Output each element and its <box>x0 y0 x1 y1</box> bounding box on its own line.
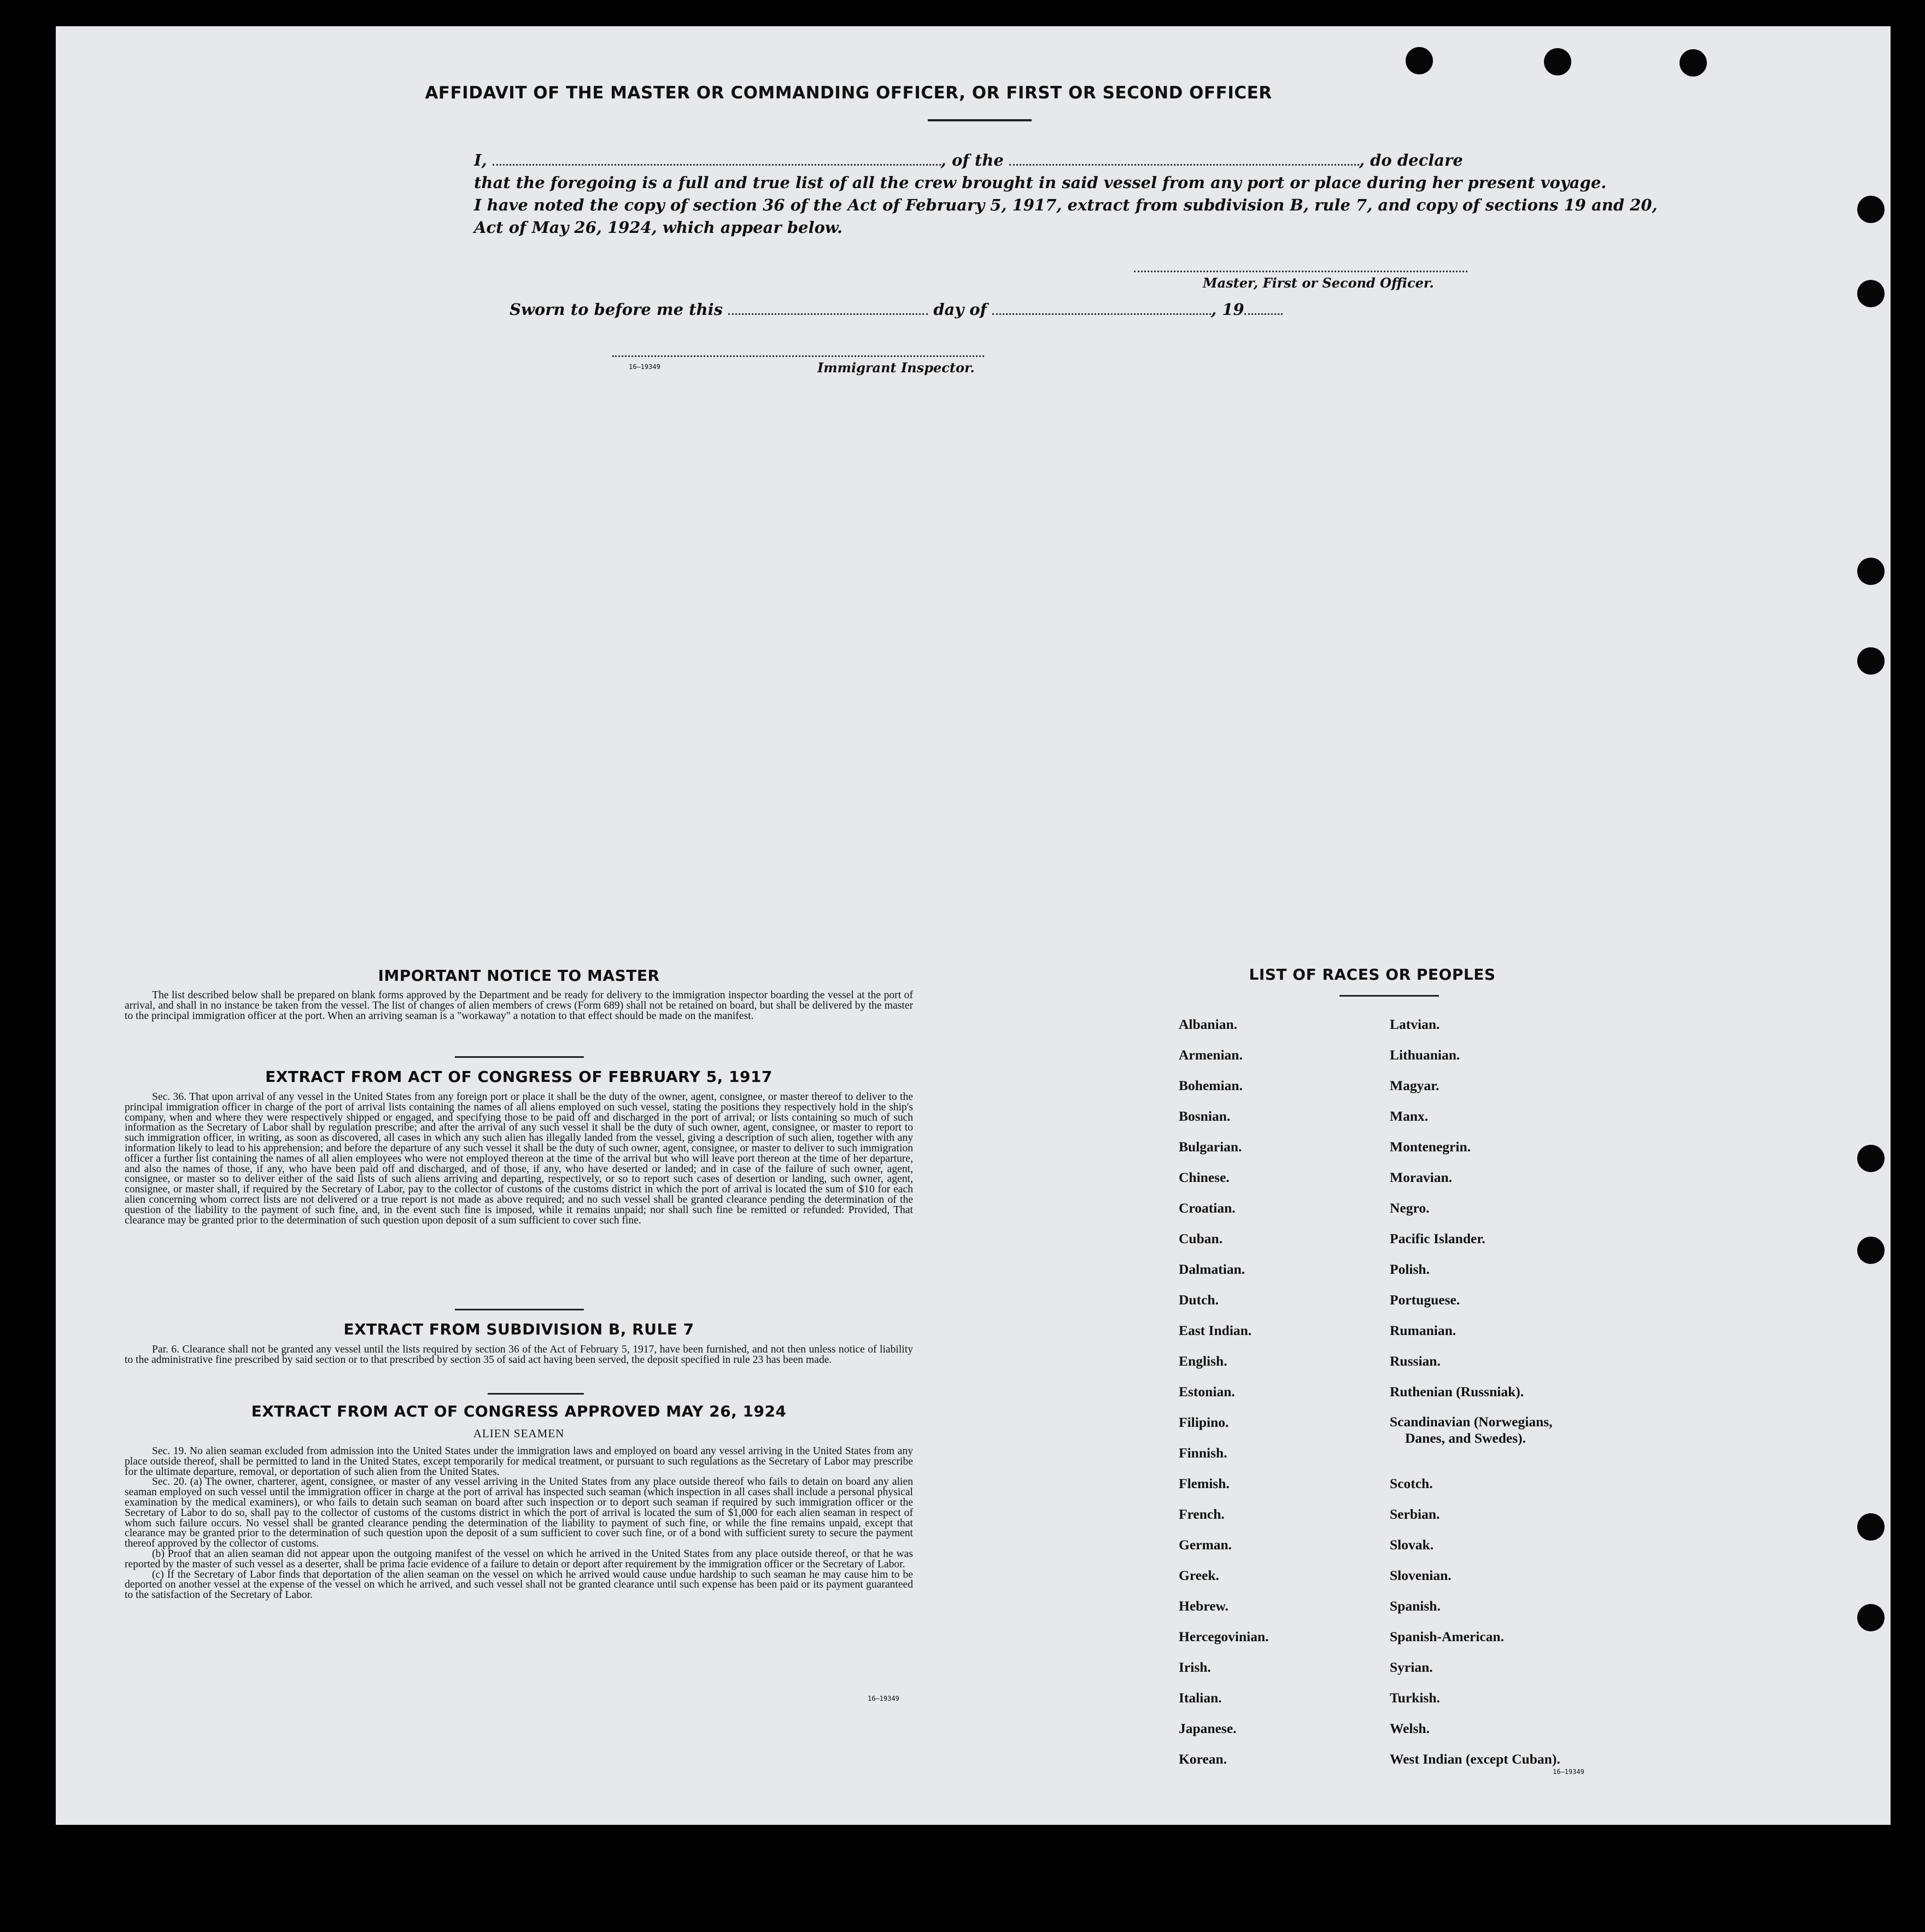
year-blank[interactable] <box>1244 313 1283 315</box>
form-number: 16—19349 <box>1553 1768 1584 1776</box>
race-item: Hercegovinian. <box>1179 1629 1269 1644</box>
race-item: Welsh. <box>1390 1720 1430 1736</box>
extract-1924-text <box>125 1447 913 1601</box>
affidavit-line-3: I have noted the copy of section 36 of the Act of February 5, 1917, extract from subdivision B, rule 7, and copy of sections 19 and 20, <box>474 196 1658 214</box>
form-number: 16—19349 <box>868 1695 899 1702</box>
races-rule <box>1339 995 1439 997</box>
race-item: Hebrew. <box>1179 1598 1228 1614</box>
document-page <box>56 26 1891 1825</box>
race-item: German. <box>1179 1537 1232 1553</box>
section-rule <box>488 1393 584 1395</box>
race-item: Greek. <box>1179 1567 1219 1583</box>
race-item: Turkish. <box>1390 1690 1440 1706</box>
punch-hole <box>1406 47 1433 74</box>
punch-hole <box>1857 196 1885 223</box>
race-item: Bohemian. <box>1179 1078 1243 1093</box>
race-item: Portuguese. <box>1390 1292 1460 1308</box>
rule-7-text <box>125 1345 913 1366</box>
race-item: Dalmatian. <box>1179 1261 1245 1277</box>
race-item: Scotch. <box>1390 1476 1433 1491</box>
race-item: Polish. <box>1390 1261 1430 1277</box>
punch-hole <box>1680 49 1707 77</box>
race-item: Montenegrin. <box>1390 1139 1471 1155</box>
title-rule <box>928 119 1032 121</box>
inspector-blank[interactable] <box>612 355 984 357</box>
race-item: Spanish. <box>1390 1598 1441 1614</box>
race-item: Manx. <box>1390 1108 1429 1124</box>
extract-1917-text <box>125 1092 913 1226</box>
race-item: Italian. <box>1179 1690 1222 1706</box>
race-item: Slovenian. <box>1390 1567 1452 1583</box>
race-item: Flemish. <box>1179 1476 1230 1491</box>
race-item: Finnish. <box>1179 1445 1227 1461</box>
race-item: Latvian. <box>1390 1016 1440 1032</box>
rule-7-paragraph: Par. 6. Clearance shall not be granted any vessel until the lists required by section 36 of the Act of February 5, 1917, have been furnished, and not then unless notice of liability to the administrative fine prescribed by said section or to that prescribed by section 35 of said act having been served, the deposit specified in rule 23 has been made. <box>125 1344 913 1366</box>
affidavit-line-1 <box>474 149 1463 172</box>
notice-title: IMPORTANT NOTICE TO MASTER <box>378 967 660 985</box>
race-item: Serbian. <box>1390 1506 1440 1522</box>
section-rule <box>455 1309 584 1310</box>
race-item: Irish. <box>1179 1659 1211 1675</box>
race-item: Armenian. <box>1179 1047 1243 1063</box>
punch-hole <box>1857 1237 1885 1264</box>
race-item: Bulgarian. <box>1179 1139 1242 1155</box>
inspector-label: Immigrant Inspector. <box>817 360 975 376</box>
notice-text <box>125 991 913 1021</box>
race-item: Dutch. <box>1179 1292 1219 1308</box>
alien-seamen-subtitle: ALIEN SEAMEN <box>473 1427 565 1440</box>
punch-hole <box>1857 280 1885 307</box>
races-column-2 <box>1390 1009 1560 1775</box>
day-of-text: day of <box>933 300 987 319</box>
punch-hole <box>1857 558 1885 585</box>
race-item: Rumanian. <box>1390 1322 1456 1338</box>
race-item-line: Scandinavian (Norwegians, <box>1390 1414 1553 1430</box>
affidavit-do-declare: , do declare <box>1359 151 1463 169</box>
vessel-blank[interactable] <box>1009 164 1359 166</box>
punch-hole <box>1857 1604 1885 1631</box>
sworn-text: Sworn to before me this <box>510 300 723 319</box>
race-item: East Indian. <box>1179 1322 1252 1338</box>
race-item: Russian. <box>1390 1353 1441 1369</box>
sworn-line <box>510 298 1283 321</box>
race-item: Slovak. <box>1390 1537 1434 1553</box>
signature-label: Master, First or Second Officer. <box>1203 275 1434 291</box>
day-blank[interactable] <box>728 313 928 315</box>
section-20c-paragraph: (c) If the Secretary of Labor finds that deportation of the alien seaman on the vessel on which he arrived would cause undue hardship to such seaman he may cause him to be deported on another vessel at the expense of the vessel on which he arrived, and such vessel shall not be granted clearance until such expense has been paid or its payment guaranteed to the satisfaction of the Secretary of Labor. <box>125 1568 913 1601</box>
race-item: Ruthenian (Russniak). <box>1390 1384 1524 1400</box>
race-item: Japanese. <box>1179 1720 1237 1736</box>
punch-hole <box>1857 1145 1885 1172</box>
race-item: Lithuanian. <box>1390 1047 1460 1063</box>
punch-hole <box>1857 647 1885 675</box>
race-item: Negro. <box>1390 1200 1430 1216</box>
extract-1924-title: EXTRACT FROM ACT OF CONGRESS APPROVED MAY 26, 1924 <box>251 1402 787 1420</box>
affidavit-of-the: , of the <box>940 151 1004 169</box>
race-item: Korean. <box>1179 1751 1227 1767</box>
race-item: Magyar. <box>1390 1078 1440 1093</box>
race-item: Spanish-American. <box>1390 1629 1504 1644</box>
punch-hole <box>1857 1513 1885 1541</box>
race-item: West Indian (except Cuban). <box>1390 1751 1560 1767</box>
affidavit-title: AFFIDAVIT OF THE MASTER OR COMMANDING OFFICER, OR FIRST OR SECOND OFFICER <box>425 83 1272 103</box>
name-blank[interactable] <box>493 164 941 166</box>
affidavit-i: I, <box>474 151 487 169</box>
race-item <box>1390 1407 1560 1468</box>
section-20b-paragraph: (b) Proof that an alien seaman did not appear upon the outgoing manifest of the vessel on which he arrived in the United States from any place outside thereof, or that he was reported by the master of such vessel as a deserter, shall be prima facie evidence of a failure to detain or deport after requirement by the immigration officer or the Secretary of Labor. <box>125 1548 913 1570</box>
section-19-paragraph: Sec. 19. No alien seaman excluded from admission into the United States under the immigration laws and employed on board any vessel arriving in the United States from any place outside thereof, shall be permitted to land in the United States, except temporarily for medical treatment, or pursuant to such regulations as the Secretary of Labor may prescribe for the ultimate departure, removal, or deportation of such alien from the United States. <box>125 1445 913 1478</box>
races-title: LIST OF RACES OR PEOPLES <box>1249 965 1496 983</box>
signature-blank[interactable] <box>1134 271 1467 272</box>
race-item: Filipino. <box>1179 1414 1229 1430</box>
section-rule <box>455 1056 584 1058</box>
race-item: French. <box>1179 1506 1225 1522</box>
race-item: Albanian. <box>1179 1016 1238 1032</box>
notice-paragraph: The list described below shall be prepared on blank forms approved by the Department and be ready for delivery to the immigration inspector boarding the vessel at the port of arrival, and shall in no instance be taken from the vessel. The list of changes of alien members of crews (Form 689) shall not be retained on board, but shall be delivered by the master to the principal immigration officer at the port. When an arriving seaman is a "workaway" a notation to that effect should be made on the manifest. <box>125 990 913 1022</box>
race-item: Syrian. <box>1390 1659 1433 1675</box>
race-item: Croatian. <box>1179 1200 1236 1216</box>
race-item: Chinese. <box>1179 1169 1230 1185</box>
race-item-line: Danes, and Swedes). <box>1405 1430 1526 1446</box>
month-blank[interactable] <box>992 313 1211 315</box>
race-item: Moravian. <box>1390 1169 1453 1185</box>
section-36-paragraph: Sec. 36. That upon arrival of any vessel in the United States from any foreign port or place it shall be the duty of the owner, agent, consignee, or master thereof to deliver to the principal immigration officer in charge of the port of arrival lists containing the names of all aliens employed on such vessel, stating the positions they respectively hold in the ship's company, when and where they were respectively shipped or engaged, and specifying those to be paid off and discharged in the port of arrival; or lists containing so much of such information as the Secretary of Labor shall by regulation prescribe; and after the arrival of any such vessel it shall be the duty of such owner, agent, consignee, or master to report to such immigration officer, in writing, as soon as discovered, all cases in which any such alien has illegally landed from the vessel, giving a description of such alien, together with any information likely to lead to his apprehension; and before the departure of any such vessel it shall be the duty of such owner, agent, consignee, or master to deliver to such immigration officer a further list containing the names of all alien employees who were not employed thereon at the time of the arrival but who will leave port thereon at the time of her departure, and also the names of those, if any, who have been paid off and discharged, and of those, if any, who have deserted or landed; and in case of the failure of such owner, agent, consignee, or master so to deliver either of the said lists of such aliens arriving and departing, respectively, or so to report such cases of desertion or landing, such owner, agent, consignee, or master shall, if required by the Secretary of Labor, pay to the collector of customs of the customs district in which the port of arrival is located the sum of $10 for each alien concerning whom correct lists are not delivered or a true report is not made as above required; and no such vessel shall be granted clearance pending the determination of the question of the liability to the payment of such fine, and, in the event such fine is imposed, while it remains unpaid; nor shall such fine be remitted or refunded: Provided, That clearance may be granted prior to the determination of such question upon deposit of a sum sufficient to cover such fine. <box>125 1091 913 1226</box>
affidavit-line-4: Act of May 26, 1924, which appear below. <box>474 218 842 237</box>
race-item: English. <box>1179 1353 1227 1369</box>
section-20a-paragraph: Sec. 20. (a) The owner, charterer, agent, consignee, or master of any vessel arriving in the United States from any place outside thereof who fails to detain on board any alien seaman employed on such vessel until the immigration officer in charge at the port of arrival has inspected such seaman (which inspection in all cases shall include a personal physical examination by the medical examiners), or who fails to detain such seaman on board after such inspection or to deport such seaman if required by such immigration officer or the Secretary of Labor to do so, shall pay to the collector of customs of the customs district in which the port of arrival is located the sum of $1,000 for each alien seaman in respect of whom such failure occurs. No vessel shall be granted clearance pending the determination of the liability to payment of such fine, or while the fine remains unpaid, except that clearance may be granted prior to the determination of such question upon the deposit of a sum sufficient to cover such fine, or of a bond with sufficient surety to secure the payment thereof approved by the collector of customs. <box>125 1476 913 1550</box>
affidavit-line-2: that the foregoing is a full and true list of all the crew brought in said vessel from any port or place during her present voyage. <box>474 173 1607 192</box>
rule-7-title: EXTRACT FROM SUBDIVISION B, RULE 7 <box>343 1320 694 1338</box>
race-item: Bosnian. <box>1179 1108 1231 1124</box>
form-number: 16—19349 <box>629 363 660 371</box>
year-prefix: , 19 <box>1211 300 1244 319</box>
extract-1917-title: EXTRACT FROM ACT OF CONGRESS OF FEBRUARY 5, 1917 <box>265 1068 773 1086</box>
race-item: Estonian. <box>1179 1384 1235 1400</box>
race-item: Pacific Islander. <box>1390 1231 1485 1246</box>
race-item: Cuban. <box>1179 1231 1223 1246</box>
punch-hole <box>1544 48 1571 75</box>
races-column-1 <box>1179 1009 1269 1775</box>
